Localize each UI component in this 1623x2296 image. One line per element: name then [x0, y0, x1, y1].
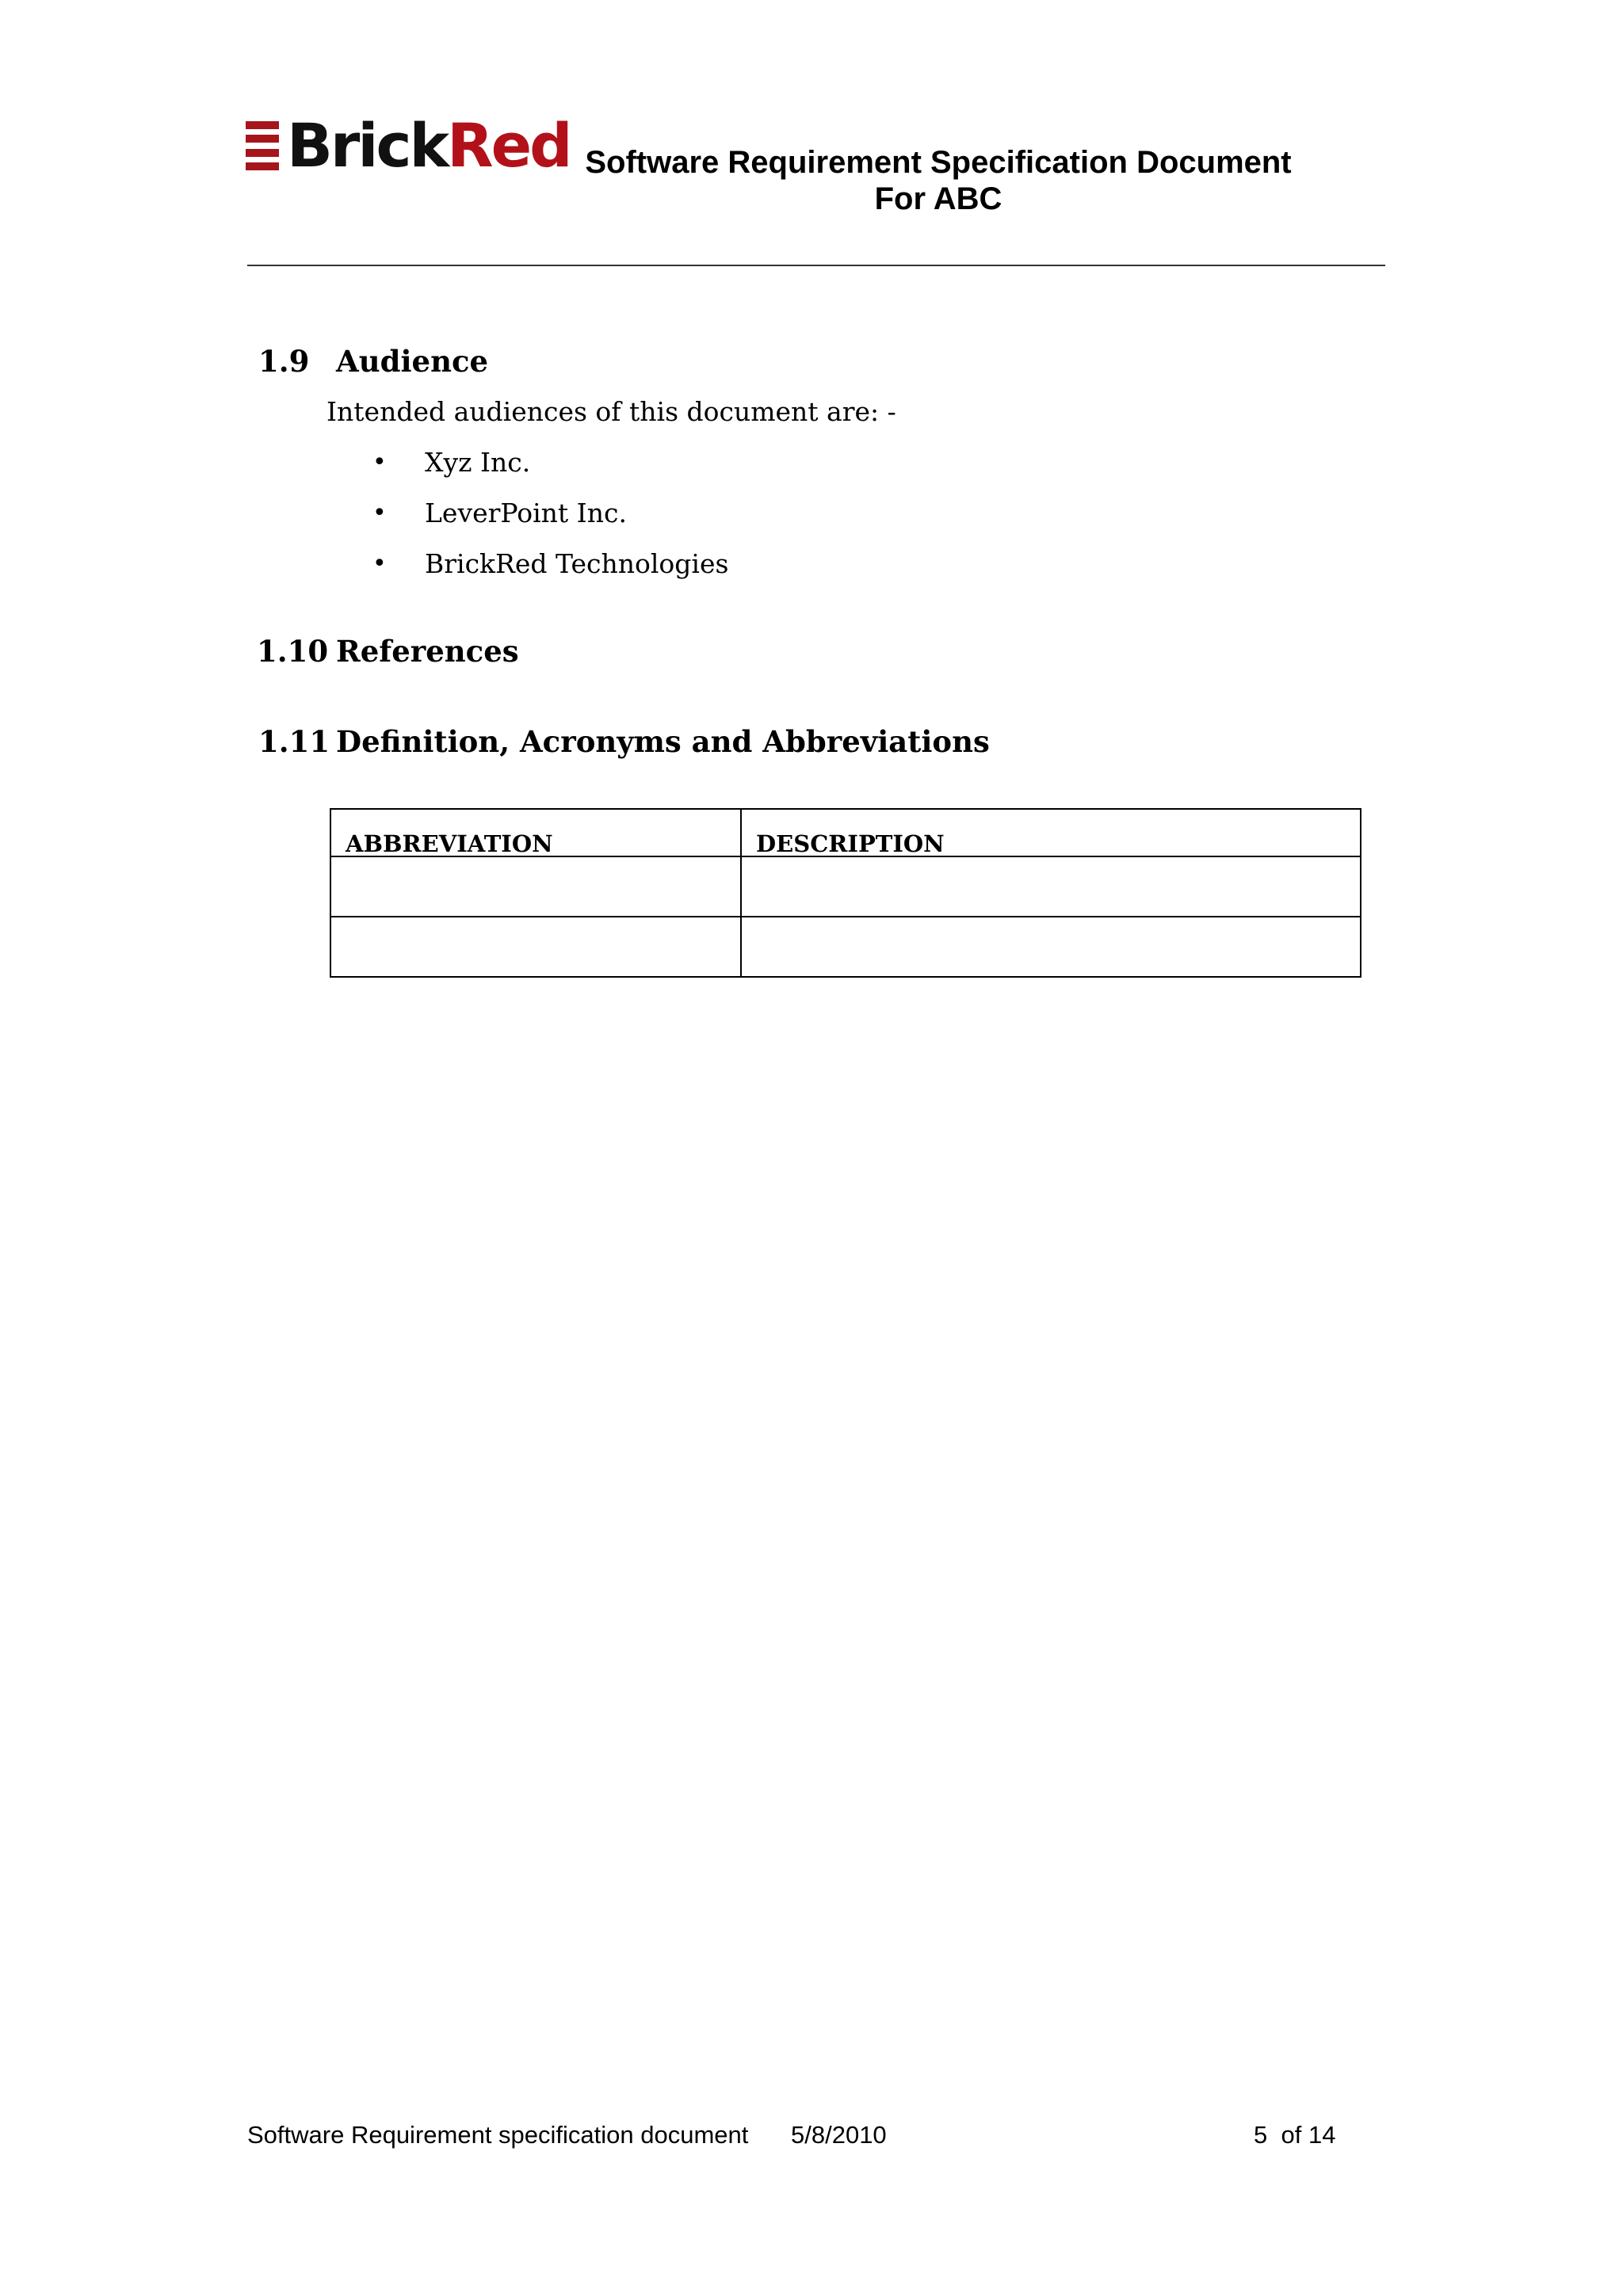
table-cell: [741, 917, 1361, 977]
bullet-icon: •: [372, 550, 387, 578]
footer-page-number: [1254, 2120, 1335, 2150]
list-item-text: BrickRed Technologies: [425, 548, 729, 579]
logo-text-brick: Brick: [287, 110, 448, 181]
section-heading-definitions: [258, 724, 990, 759]
column-header-description: DESCRIPTION: [741, 809, 1361, 856]
section-title: References: [336, 634, 519, 669]
page-current: 5: [1254, 2121, 1268, 2149]
bullet-icon: •: [372, 499, 387, 527]
audience-intro: Intended audiences of this document are: -: [327, 396, 896, 427]
list-item: [372, 445, 728, 496]
table-row: [330, 917, 1361, 977]
list-item: [372, 547, 728, 597]
document-title-line1: Software Requirement Specification Document: [585, 145, 1292, 180]
page-header: [246, 110, 1387, 228]
section-number: 1.9: [258, 344, 310, 379]
list-item-text: Xyz Inc.: [425, 447, 531, 478]
table-cell: [741, 856, 1361, 917]
logo-text-red: Red: [447, 110, 571, 181]
table-row: [330, 856, 1361, 917]
section-title: Audience: [336, 344, 489, 379]
abbreviations-table: [330, 808, 1361, 978]
list-item-text: LeverPoint Inc.: [425, 498, 627, 528]
footer-date: 5/8/2010: [791, 2121, 887, 2149]
table-cell: [330, 917, 741, 977]
logo-wordmark: [287, 110, 571, 181]
footer-document-name: Software Requirement specification document: [247, 2121, 749, 2149]
section-title: Definition, Acronyms and Abbreviations: [336, 724, 990, 759]
table-cell: [330, 856, 741, 917]
column-header-abbreviation: ABBREVIATION: [330, 809, 741, 856]
header-divider: [247, 265, 1385, 266]
brickred-logo: [246, 110, 571, 181]
section-number: 1.11: [258, 724, 330, 759]
section-heading-audience: [258, 344, 488, 379]
table-header-row: [330, 809, 1361, 856]
section-heading-references: [257, 634, 519, 669]
logo-bars-icon: [246, 121, 279, 170]
section-number: 1.10: [257, 634, 329, 669]
document-title: [550, 144, 1327, 217]
bullet-icon: •: [372, 448, 387, 476]
document-title-line2: For ABC: [874, 181, 1002, 216]
audience-list: [372, 445, 728, 597]
page-total: of 14: [1281, 2121, 1336, 2149]
list-item: [372, 496, 728, 547]
